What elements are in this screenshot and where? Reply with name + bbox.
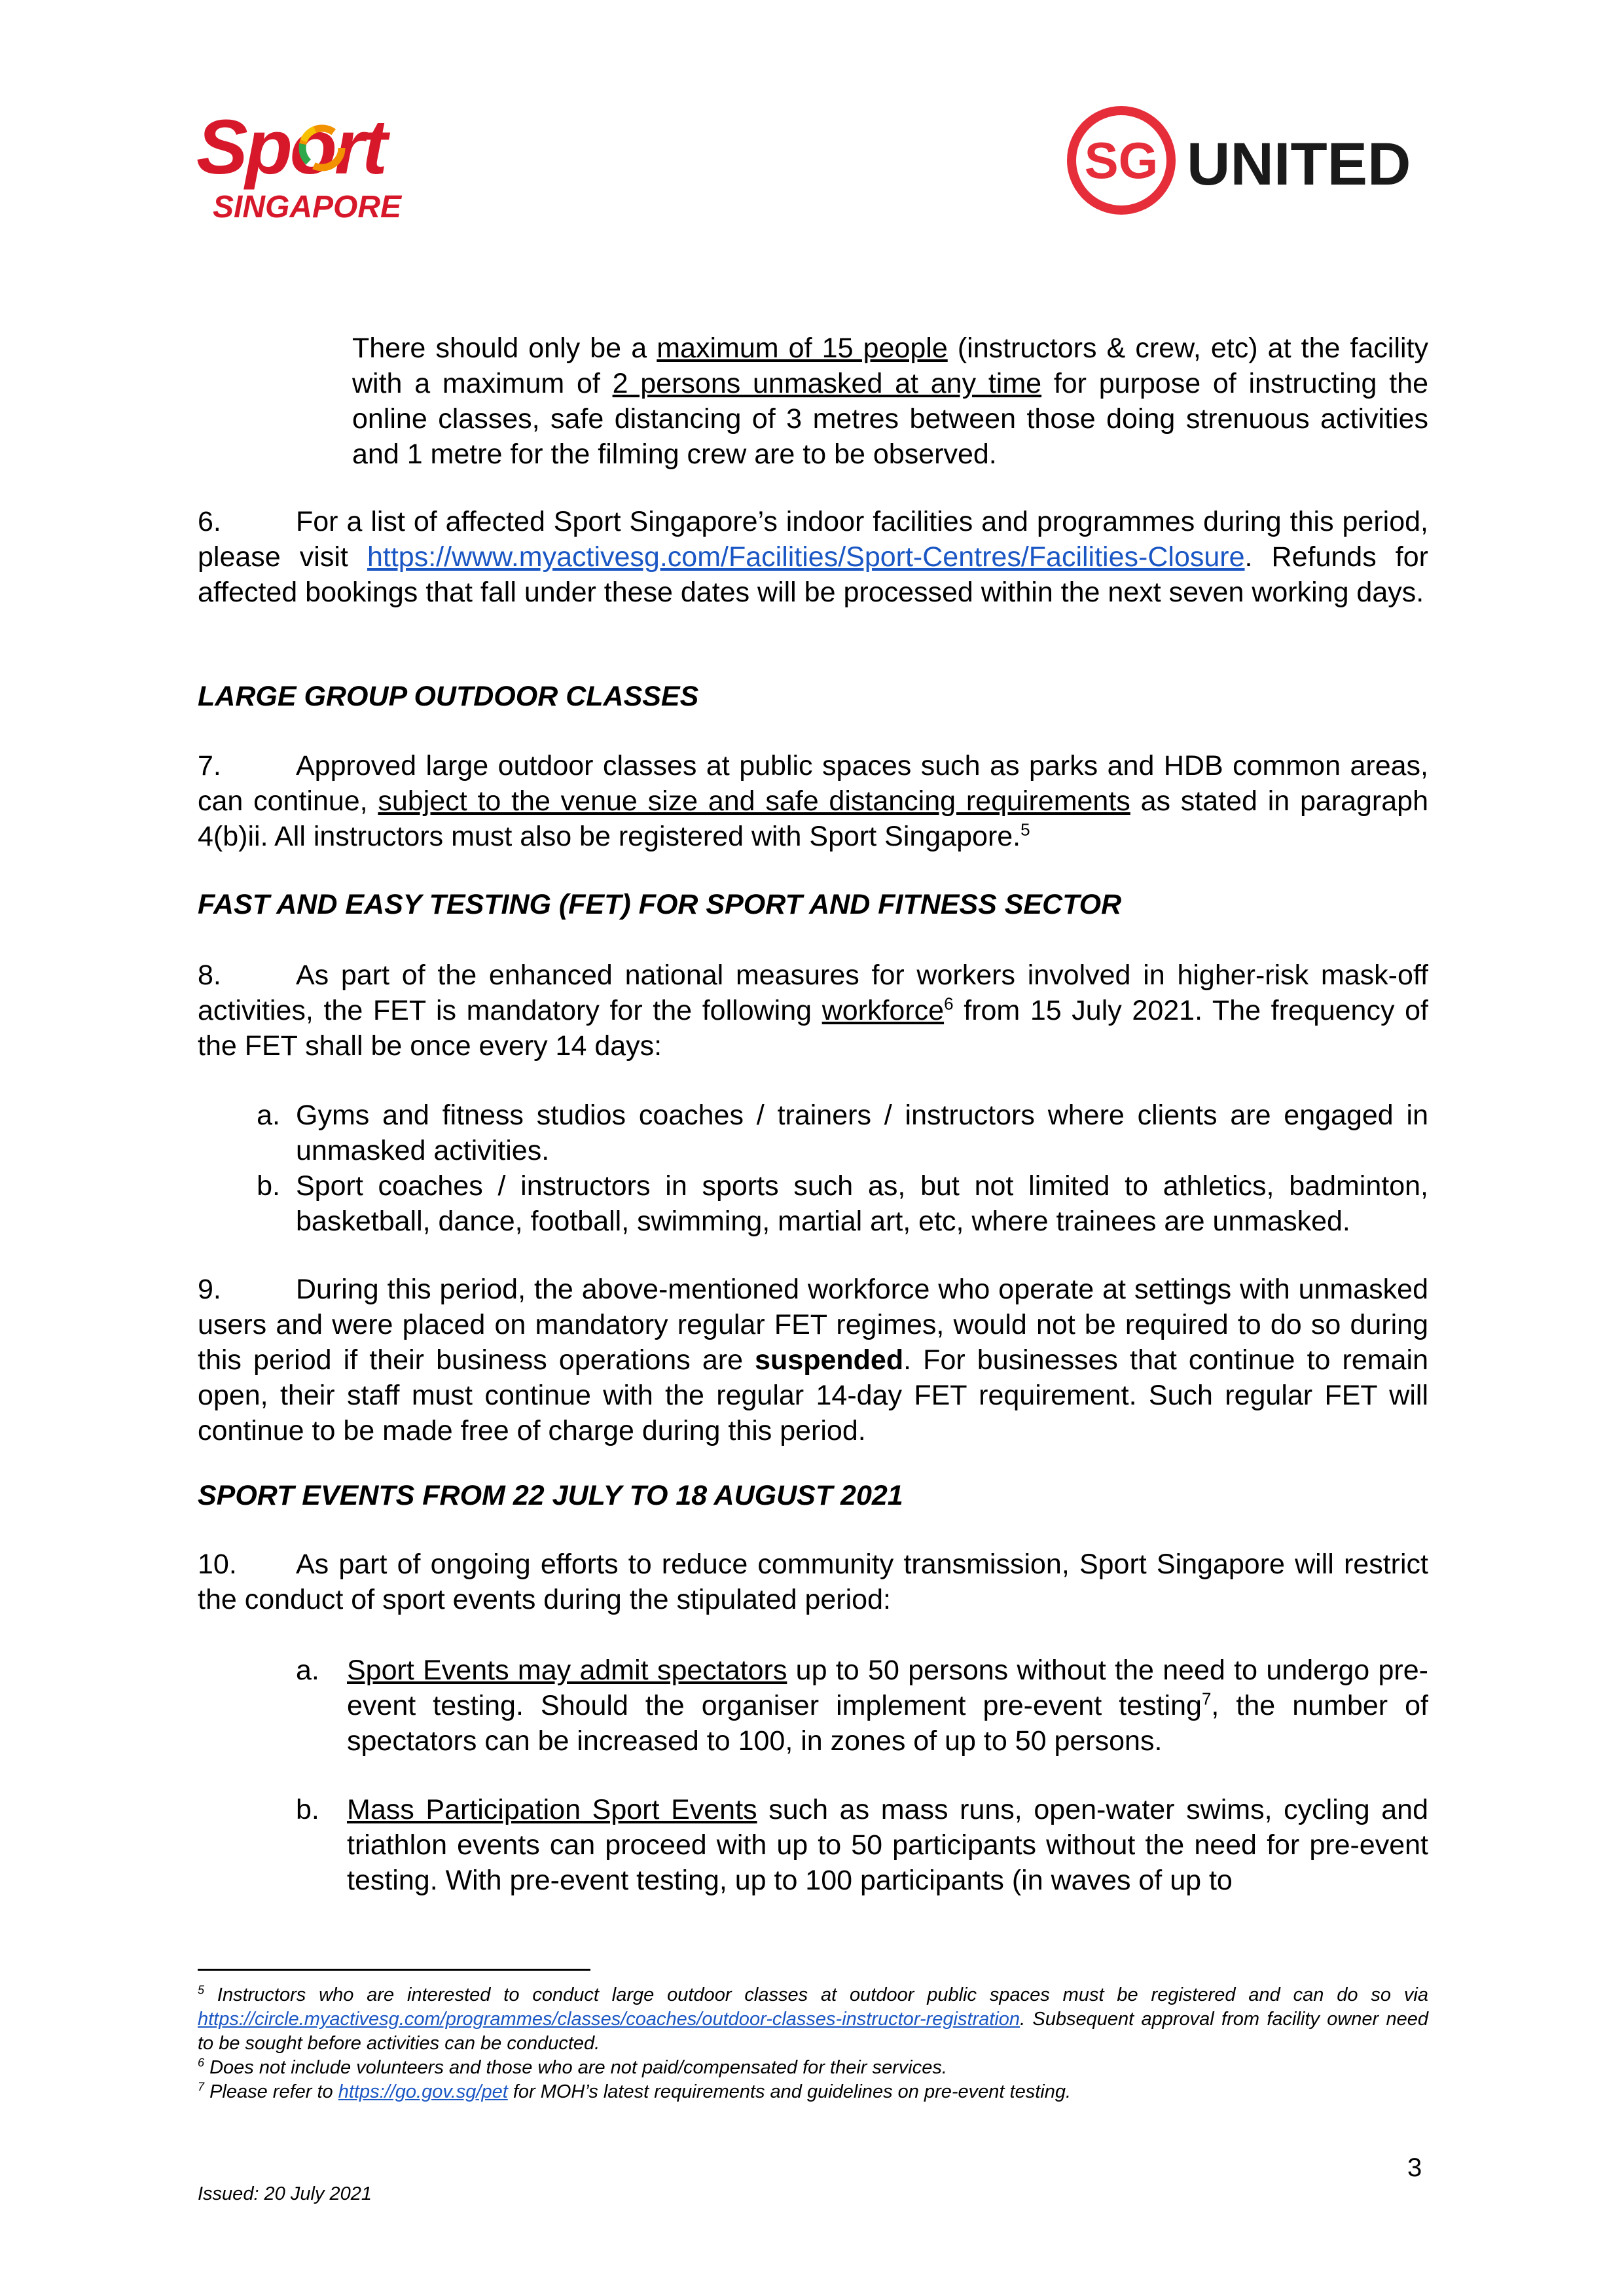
text-run: such as mass runs, open-water swims, cycling and triathlon events can proceed with up to 50 participants without the need for pre-event testing. With pre-event testing, up to 100 participants (in waves of up to xyxy=(347,1794,1428,1896)
list-item-label: a. xyxy=(257,1100,280,1131)
underlined-run: 2 persons unmasked at any time xyxy=(612,368,1042,399)
text-run: (instructors & crew, etc) at the facility with a maximum of xyxy=(352,332,1428,399)
text-run: Approved large outdoor classes at public spaces such as parks and HDB common areas, can continue, xyxy=(198,750,1428,817)
paragraph-10 xyxy=(198,1547,1428,1617)
sg-united-logo xyxy=(1066,105,1432,216)
list-item-text xyxy=(347,1653,1428,1759)
page-number: 3 xyxy=(1407,2153,1422,2182)
footnote-ref-7: 7 xyxy=(1201,1689,1212,1709)
footnote-divider xyxy=(198,1969,590,1971)
footnote-7 xyxy=(198,2080,1428,2104)
logo-singapore-word: SINGAPORE xyxy=(213,190,402,224)
list-item xyxy=(198,1168,1428,1239)
paragraph-number: 9. xyxy=(198,1274,221,1305)
footnote-ref-6: 6 xyxy=(944,994,954,1014)
text-run: from 15 July 2021. The frequency of the FET shall be once every 14 days: xyxy=(198,995,1428,1062)
text-run: Does not include volunteers and those who are not paid/compensated for their services. xyxy=(204,2057,947,2078)
list-item xyxy=(198,1098,1428,1168)
heading-large-group-outdoor-classes: LARGE GROUP OUTDOOR CLASSES xyxy=(198,681,699,712)
underlined-run: workforce xyxy=(821,995,945,1026)
paragraph-number: 7. xyxy=(198,750,221,781)
logo-united-word: UNITED xyxy=(1187,131,1411,198)
paragraph-5-continuation xyxy=(352,331,1428,472)
text-run: for purpose of instructing the online classes, safe distancing of 3 metres between those doing strenuous activities and 1 metre for the filming crew are to be observed. xyxy=(352,368,1429,470)
text-run: as stated in paragraph 4(b)ii. All instructors must also be registered with Sport Singapore. xyxy=(198,785,1428,852)
underlined-run: maximum of 15 people xyxy=(657,332,948,364)
text-run: . For businesses that continue to remain open, their staff must continue with the regular 14-day FET requirement. Such regular FET will continue to be made free of charge during this period. xyxy=(198,1344,1428,1446)
paragraph-9 xyxy=(198,1272,1428,1448)
paragraph-number: 6. xyxy=(198,506,221,537)
paragraph-10a xyxy=(296,1653,1428,1759)
text-run: , the number of spectators can be increased to 100, in zones of up to 50 persons. xyxy=(347,1690,1428,1757)
list-item-label: b. xyxy=(296,1794,319,1825)
text-run: Please refer to xyxy=(204,2081,338,2102)
pet-guidelines-link[interactable]: https://go.gov.sg/pet xyxy=(338,2081,508,2102)
list-item-text xyxy=(347,1792,1428,1898)
text-run: for MOH’s latest requirements and guidelines on pre-event testing. xyxy=(507,2081,1072,2102)
footnote-marker: 7 xyxy=(198,2080,205,2094)
text-run: . Refunds for affected bookings that fall under these dates will be processed within the next seven working days. xyxy=(198,541,1428,608)
paragraph-8 xyxy=(198,958,1428,1064)
list-item-label: a. xyxy=(296,1655,319,1686)
footnote-5 xyxy=(198,1983,1428,2056)
text-run: up to 50 persons without the need to undergo pre-event testing. Should the organiser implement pre-event testing xyxy=(347,1655,1428,1721)
text-run: There should only be a xyxy=(352,332,657,364)
instructor-registration-link[interactable]: https://circle.myactivesg.com/programmes/classes/coaches/outdoor-classes-instructor-registration xyxy=(198,2009,1020,2030)
text-run: As part of ongoing efforts to reduce community transmission, Sport Singapore will restrict the conduct of sport events during the stipulated period: xyxy=(198,1549,1428,1615)
list-item-text: Sport coaches / instructors in sports such as, but not limited to athletics, badminton, basketball, dance, football, swimming, martial art, etc, where trainees are unmasked. xyxy=(296,1170,1428,1237)
text-run: As part of the enhanced national measures for workers involved in higher-risk mask-off activities, the FET is mandatory for the following xyxy=(198,960,1428,1026)
footnote-marker: 6 xyxy=(198,2056,205,2070)
underlined-run: Sport Events may admit spectators xyxy=(347,1655,787,1686)
paragraph-8-list xyxy=(198,1098,1428,1239)
issued-date: Issued: 20 July 2021 xyxy=(198,2183,372,2204)
paragraph-7 xyxy=(198,748,1428,854)
paragraph-6 xyxy=(198,504,1428,610)
heading-fet: FAST AND EASY TESTING (FET) FOR SPORT AND FITNESS SECTOR xyxy=(198,889,1122,920)
logo-sport-word: Sport xyxy=(196,105,386,190)
bold-run: suspended xyxy=(755,1344,904,1376)
list-item xyxy=(296,1792,1428,1898)
text-run: For a list of affected Sport Singapore’s indoor facilities and programmes during this period, please visit xyxy=(198,506,1428,573)
paragraph-number: 10. xyxy=(198,1549,237,1580)
underlined-run: subject to the venue size and safe distancing requirements xyxy=(378,785,1130,817)
paragraph-number: 8. xyxy=(198,960,221,991)
footnote-ref-5: 5 xyxy=(1020,819,1030,840)
paragraph-10b xyxy=(296,1792,1428,1898)
heading-sport-events: SPORT EVENTS FROM 22 JULY TO 18 AUGUST 2021 xyxy=(198,1480,903,1511)
text-run: Instructors who are interested to conduct large outdoor classes at outdoor public spaces must be registered and can do so via xyxy=(204,1984,1428,2005)
facilities-closure-link[interactable]: https://www.myactivesg.com/Facilities/Sport-Centres/Facilities-Closure xyxy=(367,541,1245,573)
underlined-run: Mass Participation Sport Events xyxy=(347,1794,757,1825)
text-run: . Subsequent approval from facility owner need to be sought before activities can be conducted. xyxy=(198,2009,1428,2054)
list-item xyxy=(296,1653,1428,1759)
logo-sg-mark: SG xyxy=(1084,132,1159,189)
footnote-6 xyxy=(198,2056,1428,2080)
sport-singapore-logo xyxy=(196,105,445,229)
footnote-marker: 5 xyxy=(198,1983,205,1997)
text-run: During this period, the above-mentioned workforce who operate at settings with unmasked users and were placed on mandatory regular FET regimes, would not be required to do so during this period if their business operations are xyxy=(198,1274,1428,1376)
list-item-label: b. xyxy=(257,1170,280,1202)
list-item-text: Gyms and fitness studios coaches / trainers / instructors where clients are engaged in unmasked activities. xyxy=(296,1100,1428,1166)
